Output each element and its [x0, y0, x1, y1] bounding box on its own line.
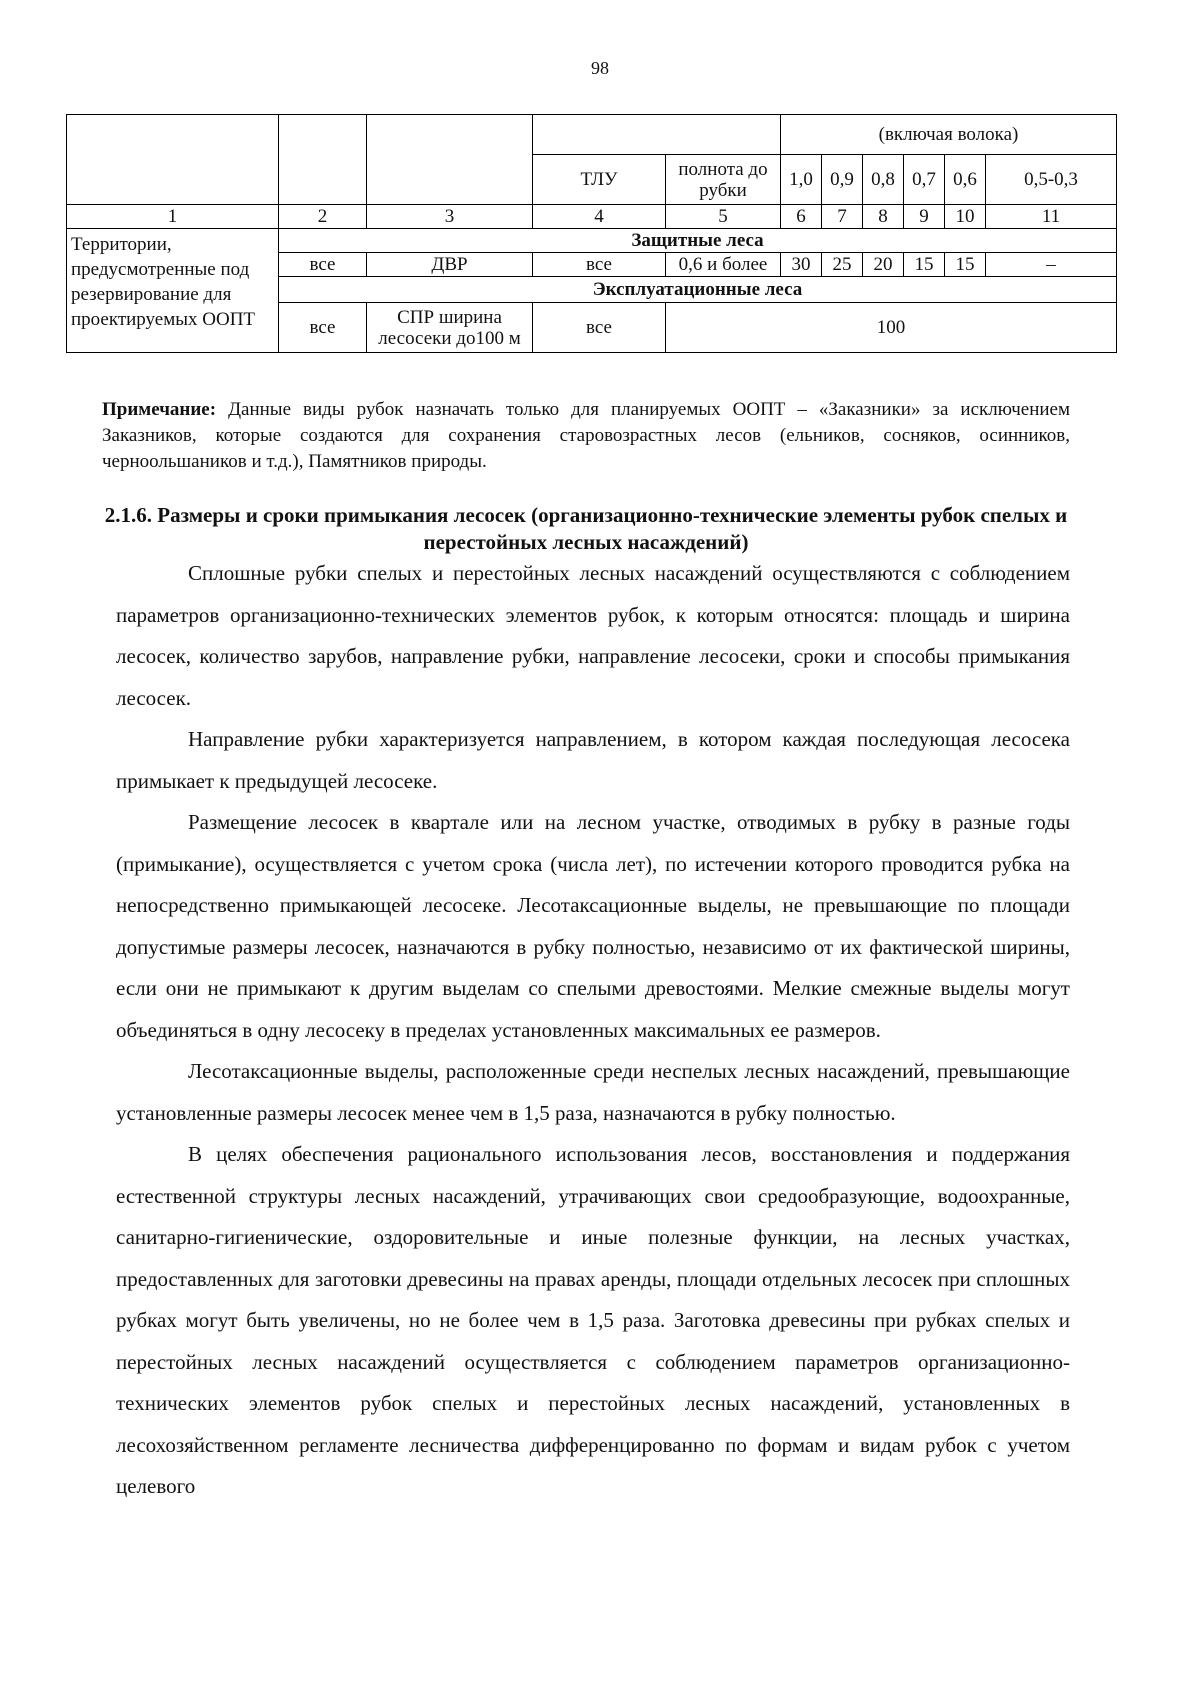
header-cell-empty — [367, 115, 533, 155]
column-number: 3 — [367, 205, 533, 229]
header-value: 0,7 — [904, 155, 945, 205]
paragraph: Сплошные рубки спелых и перестойных лесных насаждений осуществляются с соблюдением параметров организационно-технических элементов рубок, к которым относятся: площадь и ширина лесосек, количество зарубов, направление рубки, направление лесосеки, сроки и способы примыкания лесосек. — [116, 561, 1070, 710]
column-number: 5 — [666, 205, 781, 229]
note-label: Примечание: — [102, 399, 217, 420]
body-text — [116, 553, 1070, 1508]
header-top-note: (включая волока) — [781, 115, 1117, 155]
table-cell: все — [533, 303, 666, 353]
header-value: 1,0 — [781, 155, 822, 205]
header-value: 0,6 — [945, 155, 986, 205]
paragraph: Направление рубки характеризуется направлением, в котором каждая последующая лесосека примыкает к предыдущей лесосеке. — [116, 727, 1070, 793]
note-text: Данные виды рубок назначать только для планируемых ООПТ – «Заказники» за исключением Заказников, которые создаются для сохранения старовозрастных лесов (ельников, сосняков, осинников, черноольшаников и т.д.), Памятников природы. — [102, 399, 1070, 472]
header-cell-empty — [279, 155, 367, 205]
column-number: 10 — [945, 205, 986, 229]
header-value: 0,5-0,3 — [986, 155, 1117, 205]
table-cell: 100 — [666, 303, 1117, 353]
cutting-parameters-table — [66, 114, 1117, 353]
column-number: 7 — [822, 205, 863, 229]
note — [102, 397, 1070, 475]
paragraph: Размещение лесосек в квартале или на лесном участке, отводимых в рубку в разные годы (примыкание), осуществляется с учетом срока (числа лет), по истечении которого проводится рубка на непосредственно примыкающей лесосеке. Лесотаксационные выделы, не превышающие по площади допустимые размеры лесосек, назначаются в рубку полностью, независимо от их фактической ширины, если они не примыкают к другим выделам со спелыми древостоями. Мелкие смежные выделы могут объединяться в одну лесосеку в пределах установленных максимальных ее размеров. — [116, 810, 1070, 1042]
table-cell: 15 — [945, 253, 986, 277]
page-number: 98 — [591, 58, 609, 78]
table-cell: – — [986, 253, 1117, 277]
table-cell: все — [533, 253, 666, 277]
column-number: 11 — [986, 205, 1117, 229]
paragraph: В целях обеспечения рационального использования лесов, восстановления и поддержания естественной структуры лесных насаждений, утрачивающих свои средообразующие, водоохранные, санитарно-гигиенические, оздоровительные и иные полезные функции, на лесных участках, предоставленных для заготовки древесины на правах аренды, площади отдельных лесосек при сплошных рубках могут быть увеличены, но не более чем в 1,5 раза. Заготовка древесины при рубках спелых и перестойных лесных насаждений осуществляется с соблюдением параметров организационно-технических элементов рубок спелых и перестойных лесных насаждений, установленных в лесохозяйственном регламенте лесничества дифференцированно по формам и видам рубок с учетом целевого — [116, 1142, 1070, 1498]
table-cell: все — [279, 253, 367, 277]
column-number: 6 — [781, 205, 822, 229]
table-cell: ДВР — [367, 253, 533, 277]
header-tlu: ТЛУ — [533, 155, 666, 205]
territory-label: Территории, предусмотренные под резервирование для проектируемых ООПТ — [67, 229, 279, 353]
table-cell: 30 — [781, 253, 822, 277]
paragraph: Лесотаксационные выделы, расположенные среди неспелых лесных насаждений, превышающие установленные размеры лесосек менее чем в 1,5 раза, назначаются в рубку полностью. — [116, 1059, 1070, 1125]
table-cell: 0,6 и более — [666, 253, 781, 277]
column-number: 1 — [67, 205, 279, 229]
header-cell-empty — [67, 115, 279, 155]
header-cell-empty — [279, 115, 367, 155]
table-cell: 15 — [904, 253, 945, 277]
column-number: 4 — [533, 205, 666, 229]
table-cell: все — [279, 303, 367, 353]
header-cell-empty — [67, 155, 279, 205]
header-cell-empty — [367, 155, 533, 205]
section-exploitation-forests: Эксплуатационные леса — [279, 277, 1117, 303]
column-number: 9 — [904, 205, 945, 229]
header-value: 0,9 — [822, 155, 863, 205]
column-number: 2 — [279, 205, 367, 229]
column-number: 8 — [863, 205, 904, 229]
header-value: 0,8 — [863, 155, 904, 205]
section-protective-forests: Защитные леса — [279, 229, 1117, 253]
table-cell: 20 — [863, 253, 904, 277]
section-heading: 2.1.6. Размеры и сроки примыкания лесосек (организационно-технические элементы рубок спелых и перестойных лесных насаждений) — [104, 503, 1068, 554]
table-cell: СПР ширина лесосеки до100 м — [367, 303, 533, 353]
header-polnota: полнота до рубки — [666, 155, 781, 205]
header-cell-empty — [533, 115, 781, 155]
table-cell: 25 — [822, 253, 863, 277]
